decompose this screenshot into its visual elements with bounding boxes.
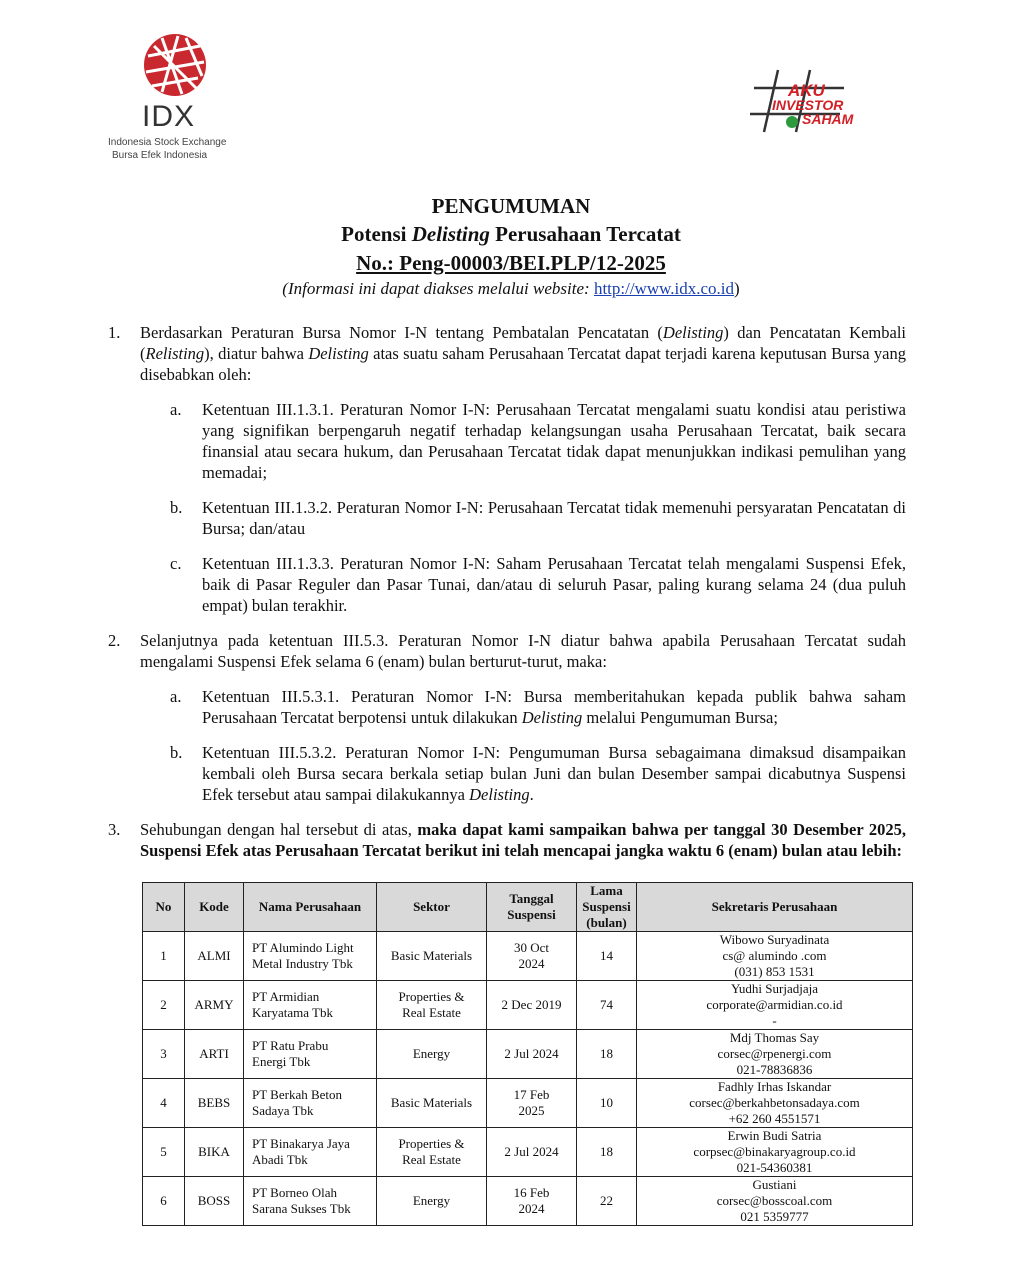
info-line: (Informasi ini dapat diakses melalui website: http://www.idx.co.id) <box>282 279 740 298</box>
svg-text:SAHAM: SAHAM <box>802 111 854 127</box>
sub-item-1b: b. Ketentuan III.1.3.2. Peraturan Nomor I-N: Perusahaan Tercatat tidak memenuhi persyaratan Pencatatan di Bursa; dan/atau <box>170 498 906 538</box>
idx-logo <box>108 32 258 162</box>
aku-investor-saham-logo <box>748 68 888 134</box>
table-row: 1 ALMI PT Alumindo Light Metal Industry Tbk Basic Materials 30 Oct 2024 14 Wibowo Suryadinata cs@ alumindo .com (031) 853 1531 <box>143 932 913 981</box>
idx-globe-icon <box>142 32 208 98</box>
idx-subtitle: Indonesia Stock Exchange Bursa Efek Indonesia <box>108 137 227 161</box>
table-row: 6 BOSS PT Borneo Olah Sarana Sukses Tbk Energy 16 Feb 2024 22 Gustiani corsec@bosscoal.com 021 5359777 <box>143 1177 913 1226</box>
list-item-2: 2. Selanjutnya pada ketentuan III.5.3. Peraturan Nomor I-N diatur bahwa apabila Perusahaan Tercatat sudah mengalami Suspensi Efek selama 6 (enam) bulan berturut-turut, maka: a. Ketentuan III.5.3.1. Peraturan Nomor I-N: Bursa memberitahukan kepada publik bahwa saham Perusahaan Tercatat berpotensi untuk dilakukan Delisting melalui Pengumuman Bursa; b. Ketentuan III.5.3.2. Peraturan Nomor I-N: Pengumuman Bursa sebagaimana dimaksud disampaikan kembali oleh Bursa secara berkala setiap bulan Juni dan bulan Desember sampai dicabutnya Suspensi Efek tersebut atau sampai dilakukannya Delisting. <box>108 631 906 804</box>
table-row: 2 ARMY PT Armidian Karyatama Tbk Properties & Real Estate 2 Dec 2019 74 Yudhi Surjadjaja corporate@armidian.co.id - <box>143 981 913 1030</box>
header-lama: Lama Suspensi (bulan) <box>577 883 637 932</box>
svg-text:AKU: AKU <box>788 81 825 100</box>
list-item-1: 1. Berdasarkan Peraturan Bursa Nomor I-N tentang Pembatalan Pencatatan (Delisting) dan Pencatatan Kembali (Relisting), diatur bahwa Delisting atas suatu saham Perusahaan Tercatat dapat terjadi karena keputusan Bursa yang disebabkan oleh: a. Ketentuan III.1.3.1. Peraturan Nomor I-N: Perusahaan Tercatat mengalami suatu kondisi atau peristiwa yang signifikan berpengaruh negatif terhadap kelangsungan usaha Perusahaan Tercatat, baik secara finansial atau secara hukum, dan Perusahaan Tercatat tidak dapat menunjukkan indikasi pemulihan yang memadai; b. Ketentuan III.1.3.2. Peraturan Nomor I-N: Perusahaan Tercatat tidak memenuhi persyaratan Pencatatan di Bursa; dan/atau c. Ketentuan III.1.3.3. Peraturan Nomor I-N: Saham Perusahaan Tercatat telah mengalami Suspensi Efek, baik di Pasar Reguler dan Pasar Tunai, dan/atau di seluruh Pasar, paling kurang selama 24 (dua puluh empat) bulan terakhir. <box>108 323 907 615</box>
sub-item-2b: b. Ketentuan III.5.3.2. Peraturan Nomor I-N: Pengumuman Bursa sebagaimana dimaksud disampaikan kembali oleh Bursa secara berkala setiap bulan Juni dan bulan Desember sampai dicabutnya Suspensi Efek tersebut atau sampai dilakukannya Delisting. <box>170 743 906 804</box>
idx-wordmark: IDX <box>142 100 196 133</box>
sub-item-1c: c. Ketentuan III.1.3.3. Peraturan Nomor I-N: Saham Perusahaan Tercatat telah mengalami Suspensi Efek, baik di Pasar Reguler dan Pasar Tunai, dan/atau di seluruh Pasar, paling kurang selama 24 (dua puluh empat) bulan terakhir. <box>170 554 906 615</box>
header-sekretaris: Sekretaris Perusahaan <box>637 883 913 932</box>
table-row: 4 BEBS PT Berkah Beton Sadaya Tbk Basic Materials 17 Feb 2025 10 Fadhly Irhas Iskandar corsec@berkahbetonsadaya.com +62 260 4551571 <box>143 1079 913 1128</box>
header-sektor: Sektor <box>377 883 487 932</box>
idx-website-link[interactable]: http://www.idx.co.id <box>593 279 735 298</box>
suspended-companies-table <box>142 882 913 1226</box>
announcement-number: No.: Peng-00003/BEI.PLP/12-2025 <box>356 251 666 275</box>
title-subject: Potensi Delisting Perusahaan Tercatat <box>341 222 681 246</box>
announcement-body <box>108 322 906 875</box>
sub-item-1a: a. Ketentuan III.1.3.1. Peraturan Nomor I-N: Perusahaan Tercatat mengalami suatu kondisi atau peristiwa yang signifikan berpengaruh negatif terhadap kelangsungan usaha Perusahaan Tercatat, baik secara finansial atau secara hukum, dan Perusahaan Tercatat tidak dapat menunjukkan indikasi pemulihan yang memadai; <box>170 400 906 482</box>
list-item-3: 3. Sehubungan dengan hal tersebut di atas, maka dapat kami sampaikan bahwa per tanggal 30 Desember 2025, Suspensi Efek atas Perusahaan Tercatat berikut ini telah mencapai jangka waktu 6 (enam) bulan atau lebih: <box>108 820 906 860</box>
header-no: No <box>143 883 185 932</box>
title-heading: PENGUMUMAN <box>431 194 591 218</box>
header-nama: Nama Perusahaan <box>244 883 377 932</box>
svg-text:INVESTOR: INVESTOR <box>772 97 844 113</box>
header-tanggal: Tanggal Suspensi <box>487 883 577 932</box>
header-kode: Kode <box>185 883 244 932</box>
table-row: 5 BIKA PT Binakarya Jaya Abadi Tbk Properties & Real Estate 2 Jul 2024 18 Erwin Budi Satria corpsec@binakaryagroup.co.id 021-54360381 <box>143 1128 913 1177</box>
announcement-title <box>0 193 1022 301</box>
table-header-row <box>143 883 913 932</box>
sub-item-2a: a. Ketentuan III.5.3.1. Peraturan Nomor I-N: Bursa memberitahukan kepada publik bahwa saham Perusahaan Tercatat berpotensi untuk dilakukan Delisting melalui Pengumuman Bursa; <box>170 687 906 727</box>
table-row: 3 ARTI PT Ratu Prabu Energi Tbk Energy 2 Jul 2024 18 Mdj Thomas Say corsec@rpenergi.com 021-78836836 <box>143 1030 913 1079</box>
